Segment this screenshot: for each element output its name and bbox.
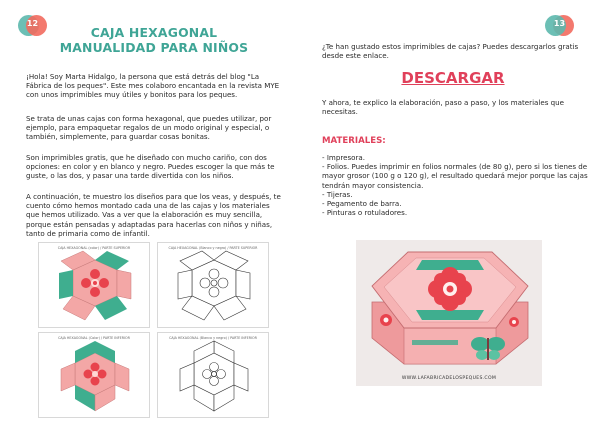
hexbox-template-color-bottom <box>39 333 151 419</box>
article-title-line2: MANUALIDAD PARA NIÑOS <box>59 40 249 55</box>
download-link[interactable]: DESCARGAR <box>401 69 505 87</box>
list-item: - Folios. Puedes imprimir en folios normales (de 80 g), pero si los tienes de mayor grosor (100 g o 120 g), el resultado quedará mejor porque las cajas tendrán mayor consistencia. <box>322 162 588 190</box>
hexbox-template-color-top <box>39 243 151 329</box>
list-item: - Pinturas o rotuladores. <box>322 208 408 218</box>
thumbnail-caption: CAJA HEXAGONAL (Blanco y negro) / PARTE SUPERIOR <box>168 246 258 250</box>
hexbox-template-bw-top <box>158 243 270 329</box>
thumbnail-caption: CAJA HEXAGONAL (Color) / PARTE INFERIOR <box>58 336 130 340</box>
thumbnail-caption: CAJA HEXAGONAL (Blanco y negro) / PARTE INFERIOR <box>169 336 257 340</box>
hexbox-template-bw-bottom <box>158 333 270 419</box>
photo-watermark-url: WWW.LAFABRICADELOSPEQUES.COM <box>401 376 497 381</box>
printables-paragraph: Son imprimibles gratis, que he diseñado con mucho cariño, con dos opciones: en color y en blanco y negro. Puedes escoger la que más te guste, o las dos, y pasar una tarde divertida con los niños. <box>26 153 275 181</box>
materials-heading: MATERIALES: <box>322 136 386 146</box>
thumbnail-color-bottom[interactable] <box>38 332 150 418</box>
list-item: - Impresora. <box>322 153 365 162</box>
page-number-left: 12 <box>26 19 39 28</box>
continuation-paragraph: A continuación, te muestro los diseños para que los veas, y después, te cuento cómo hemos montado cada una de las cajas y los materiales que hemos utilizado. Vas a ver que la elaboración es muy sencilla, porque están pensadas y adaptadas para hacerlas con niños y niñas, tanto de primaria como de infantil. <box>26 192 281 238</box>
elaboration-paragraph: Y ahora, te explico la elaboración, paso a paso, y los materiales que necesitas. <box>322 98 565 117</box>
materials-list <box>322 153 588 217</box>
page-number-right: 13 <box>553 19 566 28</box>
thumbnail-caption: CAJA HEXAGONAL (color) / PARTE SUPERIOR <box>57 246 131 250</box>
hexagonal-box-illustration <box>356 240 542 386</box>
article-title-line1: CAJA HEXAGONAL <box>90 25 218 40</box>
list-item: - Pegamento de barra. <box>322 199 402 209</box>
page-number-badge-right <box>545 15 569 39</box>
thumbnail-bw-top[interactable] <box>157 242 269 328</box>
thumbnail-bw-bottom[interactable] <box>157 332 269 418</box>
intro-paragraph: ¡Hola! Soy Marta Hidalgo, la persona que está detrás del blog "La Fábrica de los peques". Este mes colaboro encantada en la revista MYE con unos imprimibles muy útiles y bonitos para los peques. <box>26 72 280 100</box>
description-paragraph: Se trata de unas cajas con forma hexagonal, que puedes utilizar, por ejemplo, para empaquetar regalos de un modo original y especial, o también, simplemente, para guardar cosas bonitas. <box>26 114 272 142</box>
download-intro-paragraph: ¿Te han gustado estos imprimibles de cajas? Puedes descargarlos gratis desde este enlace. <box>322 42 579 61</box>
thumbnail-color-top[interactable] <box>38 242 150 328</box>
hexagonal-box-photo <box>356 240 542 386</box>
list-item: - Tijeras. <box>322 189 353 199</box>
